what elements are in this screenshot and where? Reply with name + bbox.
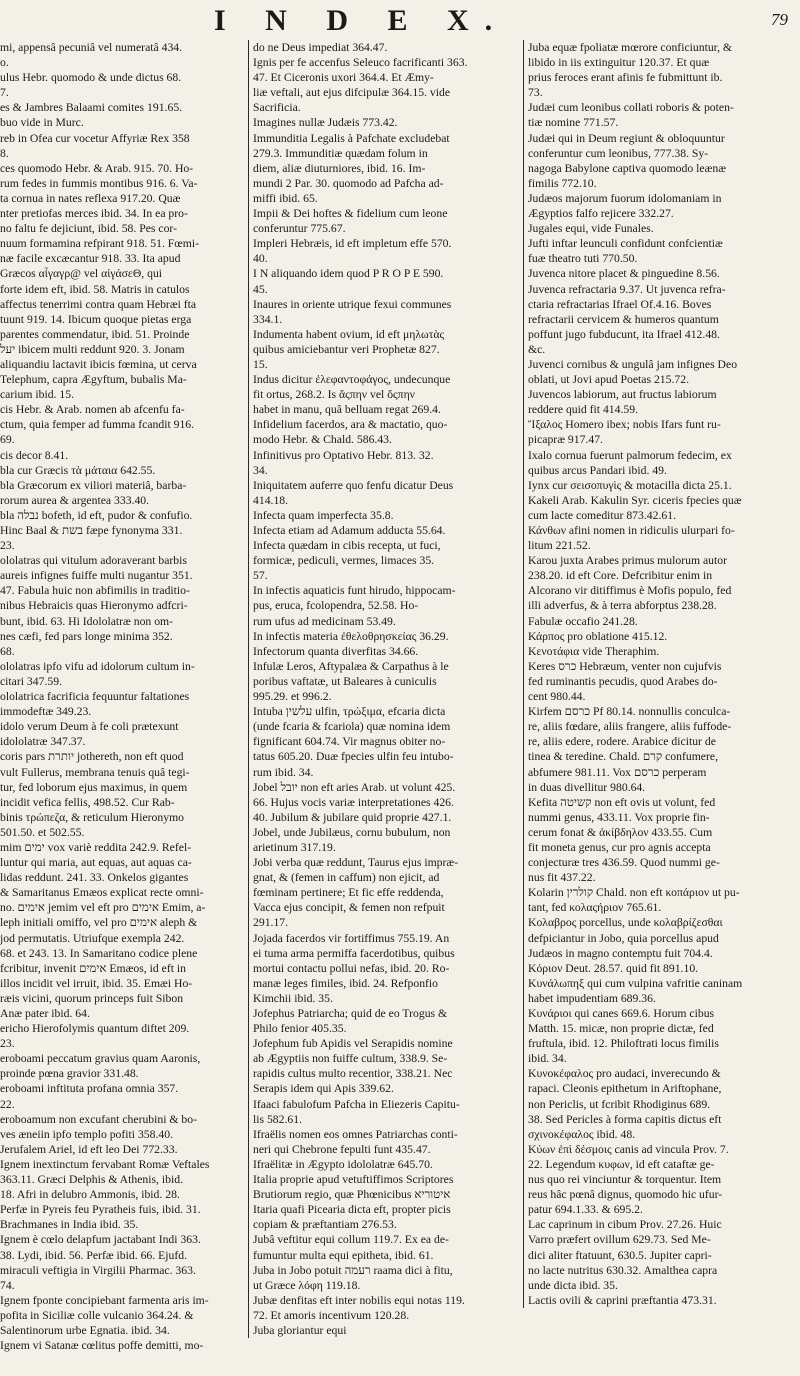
- index-entry-line: habet in manu, quâ belluam regat 269.4.: [253, 403, 441, 417]
- index-entry-line: Ifraëlis nomen eos omnes Patriarchas conti-: [253, 1127, 458, 1141]
- index-entry-line: Infectorum quanta diverfitas 34.66.: [253, 644, 419, 658]
- index-entry-line: Κόριον Deut. 28.57. quid fit 891.10.: [528, 961, 699, 975]
- index-entry-line: Hinc Baal & בשת fæpe fynonyma 331.: [0, 524, 183, 537]
- index-entry-line: 501.50. et 502.55.: [0, 825, 85, 839]
- index-entry-line: arietinum 317.19.: [253, 840, 336, 854]
- index-entry-line: 40. Jubilum & jubilare quid proprie 427.1.: [253, 810, 452, 824]
- index-entry-line: Vacca ejus concipit, & femen non refpuit: [253, 901, 445, 915]
- index-entry-line: Ignis per fe accenfus Seleuco facrificanti 363.: [253, 56, 468, 70]
- index-entry-line: Juba equæ fpoliatæ mœrore conficiuntur, &: [528, 41, 733, 54]
- page-header: [0, 0, 800, 40]
- index-entry-line: aureis infignes fuiffe multi nugantur 351.: [0, 569, 193, 583]
- index-entry-line: 40.: [253, 252, 268, 266]
- index-entry-line: Italia proprie apud vetuftiffimos Scriptores: [253, 1173, 454, 1187]
- index-entry-line: es & Jambres Balaami comites 191.65.: [0, 101, 183, 115]
- index-entry-line: Ignem fponte concipiebant farmenta aris im-: [0, 1293, 209, 1307]
- index-entry-line: Lactis ovili & caprini præftantia 473.31.: [528, 1293, 717, 1307]
- index-entry-line: rum fedes in fummis montibus 916. 6. Va-: [0, 176, 198, 190]
- index-entry-line: buo vide in Murc.: [0, 116, 84, 130]
- index-entry-line: formicæ, pediculi, vermes, limaces 35.: [253, 554, 435, 568]
- index-entry-line: Imagines nullæ Judæis 773.42.: [253, 116, 398, 130]
- index-entry-line: Indumenta habent ovium, id eft μηλωτὰς: [253, 327, 445, 341]
- index-entry-line: jod permutatis. Utriufque exempla 242.: [0, 931, 185, 945]
- index-entry-line: fimilis 772.10.: [528, 176, 597, 190]
- index-entry-line: Κάρπος pro oblatione 415.12.: [528, 629, 668, 643]
- index-entry-line: 334.1.: [253, 312, 283, 326]
- index-entry-line: 57.: [253, 569, 268, 583]
- index-entry-line: prius feroces erant afinis fe fubmittunt ib.: [528, 71, 723, 85]
- index-entry-line: nuum formamina refpirant 918. 51. Fœmi-: [0, 237, 199, 251]
- index-entry-line: cerum fonat & ἀκίβδηλον 433.55. Cum: [528, 825, 713, 839]
- index-entry-line: Κύων ἐπὶ δέσμοις canis ad vincula Prov. 7.: [528, 1142, 729, 1156]
- index-entry-line: Inaures in oriente utrique fexui communes: [253, 297, 452, 311]
- index-entry-line: (unde fcaria & fcariola) quæ nomina idem: [253, 720, 451, 734]
- index-entry-line: יעל ibicem multi reddunt 920. 3. Jonam: [0, 342, 185, 356]
- index-entry-line: Ixalo cornua fuerunt palmorum fedecim, ex: [528, 448, 732, 462]
- index-entry-line: lidas reddunt. 241. 33. Onkelos gigantes: [0, 871, 189, 885]
- index-entry-line: illi adverfus, & à terra abforptus 238.28.: [528, 599, 717, 613]
- index-entry-line: Jufti inftar leunculi confidunt confcientiæ: [528, 237, 723, 251]
- index-entry-line: re, aliis edere, rodere. Arabice dicitur de: [528, 735, 716, 749]
- index-entry-line: proinde pœna gravior 331.48.: [0, 1067, 139, 1081]
- index-entry-line: & Samaritanus Emæos explicat recte omni-: [0, 886, 204, 900]
- index-entry-line: Κυνοκέφαλος pro audaci, inverecundo &: [528, 1067, 721, 1081]
- index-entry-line: ibid. 34.: [528, 1052, 567, 1066]
- index-entry-line: Brutiorum regio, quæ Phœnicibus איטוריא: [253, 1188, 451, 1202]
- index-entry-line: Judæos in magno contemptu fuit 704.4.: [528, 946, 713, 960]
- index-entry-line: Matth. 15. micæ, non proprie dictæ, fed: [528, 1022, 714, 1036]
- index-entry-line: no faltu fe dejiciunt, ibid. 58. Pes cor-: [0, 222, 177, 236]
- index-entry-line: Ægyptios falfo rejicere 332.27.: [528, 207, 674, 221]
- index-entry-line: fcribitur, invenit אימים Emæos, id eft in: [0, 961, 186, 975]
- index-entry-line: Jubâ veftitur equi collum 119.7. Ex ea de-: [253, 1233, 449, 1247]
- index-entry-line: carium ibid. 15.: [0, 388, 75, 402]
- index-entry-line: nummi genus, 433.11. Vox proprie fin-: [528, 810, 710, 824]
- index-title: I N D E X.: [214, 4, 509, 37]
- index-entry-line: Κυνάλωπηξ qui cum vulpina vafritie caninam: [528, 976, 743, 990]
- index-entry-line: manæ leges fimiles, ibid. 24. Refponfio: [253, 976, 439, 990]
- index-entry-line: eroboami inftituta profana omnia 357.: [0, 1082, 179, 1096]
- index-column-left: [0, 40, 238, 1353]
- index-entry-line: Jofephum fub Apidis vel Serapidis nomine: [253, 1037, 453, 1051]
- index-entry-line: Jerufalem Ariel, id eft leo Dei 772.33.: [0, 1142, 178, 1156]
- page-number: 79: [771, 10, 788, 29]
- index-entry-line: fœminam pertinere; Et fic effe reddenda,: [253, 886, 444, 900]
- index-entry-line: lis 582.61.: [253, 1112, 303, 1126]
- index-entry-line: reus hâc pœnâ dignus, quomodo hic ufur-: [528, 1188, 723, 1202]
- index-entry-line: oblati, ut Jovi apud Poetas 215.72.: [528, 373, 690, 387]
- index-entry-line: neri qui Chebrone fepulti funt 435.47.: [253, 1142, 431, 1156]
- index-entry-line: patur 694.1.33. & 695.2.: [528, 1203, 643, 1217]
- index-entry-line: poribus vaftatæ, ut Baleares à cuniculis: [253, 674, 437, 688]
- index-entry-line: Ifaaci fabulofum Pafcha in Eliezeris Capitu-: [253, 1097, 460, 1111]
- index-column-middle: [248, 40, 521, 1338]
- index-entry-line: Ignem vi Satanæ cœlitus poffe demitti, mo-: [0, 1339, 204, 1353]
- index-entry-line: non Periclis, ut fcribit Rhodiginus 689.: [528, 1097, 711, 1111]
- index-entry-line: tiæ nomine 771.57.: [528, 116, 619, 130]
- index-entry-line: Impii & Dei hoftes & fidelium cum leone: [253, 207, 448, 221]
- index-entry-line: Intuba עלשין ulfin, τρώξιμα, efcaria dicta: [253, 705, 446, 719]
- index-entry-line: Philo fenior 405.35.: [253, 1022, 347, 1036]
- index-entry-line: fit ortus, 268.2. Is ἄςπην vel ὄςπην: [253, 388, 415, 402]
- index-entry-line: bla cur Græcis τὰ μάταια 642.55.: [0, 463, 156, 477]
- index-entry-line: 68. et 243. 13. In Samaritano codice plene: [0, 946, 198, 960]
- index-entry-line: Juvenca refractaria 9.37. Ut juvenca refra-: [528, 282, 726, 296]
- index-entry-line: mortui contactu pollui nefas, ibid. 20. Ro-: [253, 961, 450, 975]
- index-entry-line: conferuntur cum leonibus, 777.38. Sy-: [528, 146, 709, 160]
- index-entry-line: eroboami peccatum gravius quam Aaronis,: [0, 1052, 201, 1066]
- index-entry-line: pofita in Siciliæ colle vulcanio 364.24. &: [0, 1308, 194, 1322]
- index-entry-line: 23.: [0, 1037, 15, 1051]
- index-entry-line: Ignem inextinctum fervabant Romæ Veftales: [0, 1157, 210, 1171]
- index-entry-line: nus fit 437.22.: [528, 871, 596, 885]
- index-entry-line: ves æneiin ipfo templo pofiti 358.40.: [0, 1127, 174, 1141]
- index-entry-line: reddere quid fit 414.59.: [528, 403, 639, 417]
- index-entry-line: Lac caprinum in cibum Prov. 27.26. Huic: [528, 1218, 722, 1232]
- index-entry-line: 279.3. Immunditiæ quædam folum in: [253, 146, 428, 160]
- index-entry-line: tatus 605.20. Duæ fpecies ulfin feu intubo-: [253, 750, 454, 764]
- index-entry-line: Kakeli Arab. Kakulin Syr. ciceris fpecies quæ: [528, 493, 742, 507]
- index-entry-line: in duas divellitur 980.64.: [528, 780, 646, 794]
- index-entry-line: 47. Et Ciceronis uxori 364.4. Et Æmy-: [253, 71, 434, 85]
- index-entry-line: mundi 2 Par. 30. quomodo ad Pafcha ad-: [253, 176, 444, 190]
- index-entry-line: Iynx cur σεισοπυγὶς & motacilla dicta 25.1.: [528, 478, 732, 492]
- index-entry-line: In infectis materia ἐθελοθρησκείας 36.29.: [253, 629, 449, 643]
- index-entry-line: Jobel, unde Jubilæus, cornu bubulum, non: [253, 825, 451, 839]
- index-entry-line: Jobi verba quæ reddunt, Taurus ejus impræ-: [253, 856, 459, 870]
- index-entry-line: binis τρώπεζα, & reticulum Hieronymo: [0, 810, 185, 824]
- index-entry-line: 238.20. id eft Core. Defcribitur enim in: [528, 569, 713, 583]
- index-entry-line: aliquandiu lactavit ibicis fœmina, ut cerva: [0, 357, 197, 371]
- index-entry-line: Karou juxta Arabes primus mulorum autor: [528, 554, 727, 568]
- index-entry-line: ctaria refractarias Ifrael Of.4.16. Boves: [528, 297, 712, 311]
- index-entry-line: forte idem eft, ibid. 58. Matris in catulos: [0, 282, 190, 296]
- index-entry-line: ololatrica facrificia fequuntur faltationes: [0, 690, 190, 704]
- index-column-right: [523, 40, 800, 1308]
- index-entry-line: næ facile excæcantur 918. 33. Ita apud: [0, 252, 181, 266]
- index-entry-line: 68.: [0, 644, 15, 658]
- index-entry-line: Keres כרס Hebræum, venter non cujufvis: [528, 659, 722, 673]
- index-entry-line: Infidelium facerdos, ara & mactatio, quo-: [253, 418, 448, 432]
- index-entry-line: quibus amiciebantur veri Prophetæ 827.: [253, 342, 440, 356]
- index-entry-line: σχινοκέφαλος ibid. 48.: [528, 1127, 636, 1141]
- index-entry-line: rum ibid. 34.: [253, 765, 314, 779]
- index-entry-line: cis decor 8.41.: [0, 448, 69, 462]
- index-entry-line: 66. Hujus vocis variæ interpretationes 426.: [253, 795, 454, 809]
- index-entry-line: Salentinorum urbe Egnatia. ibid. 34.: [0, 1323, 170, 1337]
- index-entry-line: Anæ pater ibid. 64.: [0, 1007, 90, 1020]
- index-entry-line: Itaria quafi Picearia dicta eft, propter picis: [253, 1203, 451, 1217]
- index-entry-line: fruftula, ibid. 12. Philoftrati locus fimilis: [528, 1037, 719, 1051]
- index-entry-line: citari 347.59.: [0, 674, 62, 688]
- index-entry-line: reb in Ofea cur vocetur Affyriæ Rex 358: [0, 131, 190, 145]
- index-entry-line: Jojada facerdos vir fortiffimus 755.19. An: [253, 931, 450, 945]
- index-entry-line: 72. Et amoris incentivum 120.28.: [253, 1308, 410, 1322]
- index-entry-line: tur, fed loborum ejus maximus, in quem: [0, 780, 188, 794]
- index-entry-line: 8.: [0, 146, 9, 160]
- index-entry-line: dici aliter ftatuunt, 630.5. Jupiter capri-: [528, 1248, 712, 1262]
- index-entry-line: immodeftæ 349.23.: [0, 705, 92, 719]
- index-entry-line: habet impudentiam 689.36.: [528, 991, 656, 1005]
- index-entry-line: cum lacte comeditur 873.42.61.: [528, 508, 676, 522]
- index-entry-line: Ignem è cœlo delapfum jactabant Indi 363.: [0, 1233, 201, 1247]
- index-entry-line: tuunt 919. 14. Ibicum quoque pietas erga: [0, 312, 192, 326]
- index-entry-line: In infectis aquaticis funt hirudo, hippocam-: [253, 584, 456, 598]
- index-entry-line: Telephum, capra Ægyftum, bubalis Ma-: [0, 373, 187, 387]
- index-entry-line: rapaci. Cleonis epithetum in Ariftophane,: [528, 1082, 722, 1096]
- index-entry-line: Kolarin קולרין Chald. non eft κοπάριον ut pu-: [528, 886, 740, 900]
- index-entry-line: copiam & præftantiam 276.53.: [253, 1218, 397, 1232]
- index-entry-line: Jobel יובל non eft aries Arab. ut volunt 425.: [253, 780, 456, 794]
- index-entry-line: o.: [0, 56, 9, 70]
- index-entry-line: Juvenca nitore placet & pinguedine 8.56.: [528, 267, 720, 281]
- index-entry-line: 74.: [0, 1278, 15, 1292]
- index-entry-line: Juba in Jobo potuit רעמה raama dici à fitu,: [253, 1263, 453, 1277]
- index-entry-line: ericho Hierofolymis quantum diftet 209.: [0, 1022, 190, 1036]
- index-entry-line: ab Ægyptiis non fuiffe cultum, 338.9. Se-: [253, 1052, 448, 1066]
- index-entry-line: bunt, ibid. 63. Hi Idololatræ non om-: [0, 614, 174, 628]
- index-entry-line: Brachmanes in India ibid. 35.: [0, 1218, 139, 1232]
- index-entry-line: Judæi cum leonibus collati roboris & poten-: [528, 101, 734, 115]
- index-entry-line: ut Græce λόφη 119.18.: [253, 1278, 361, 1292]
- index-entry-line: litum 221.52.: [528, 539, 591, 553]
- index-entry-line: 995.29. et 996.2.: [253, 690, 332, 704]
- index-entry-line: bla Græcorum ex viliori materiâ, barba-: [0, 478, 187, 492]
- index-entry-line: Κυνάριοι qui canes 669.6. Horum cibus: [528, 1007, 715, 1020]
- index-entry-line: miffi ibid. 65.: [253, 191, 318, 205]
- index-entry-line: bla נבלה bofeth, id eft, pudor & confufio.: [0, 508, 193, 522]
- index-entry-line: do ne Deus impediat 364.47.: [253, 41, 388, 54]
- index-entry-line: leph initiali omiffo, vel pro אימים aleph &: [0, 916, 198, 930]
- index-entry-line: fignificant 604.74. Vir magnus obiter no-: [253, 735, 446, 749]
- index-entry-line: 22. Legendum κυφων, id eft cataftæ ge-: [528, 1157, 715, 1171]
- index-entry-line: ces quomodo Hebr. & Arab. 915. 70. Ho-: [0, 161, 194, 175]
- index-entry-line: tant, fed κολαςήριον 765.61.: [528, 901, 662, 915]
- index-entry-line: nter pretiofas merces ibid. 34. In ea pro-: [0, 207, 188, 221]
- index-entry-line: liæ veftali, aut ejus difcipulæ 364.15. vide: [253, 86, 451, 100]
- index-entry-line: luntur qui maria, aut equas, aut aquas ca-: [0, 856, 192, 870]
- index-entry-line: Κάνθων afini nomen in ridiculis ulurpari fo-: [528, 524, 735, 537]
- index-entry-line: 38. Sed Pericles à forma capitis dictus eft: [528, 1112, 722, 1126]
- index-entry-line: Infinitivus pro Optativo Hebr. 813. 32.: [253, 448, 434, 462]
- index-entry-line: mi, appensâ pecuniâ vel numeratâ 434.: [0, 41, 183, 54]
- index-entry-line: 15.: [253, 357, 268, 371]
- index-entry-line: 22.: [0, 1097, 15, 1111]
- index-entry-line: Juba gloriantur equi: [253, 1323, 347, 1337]
- index-entry-line: 18. Afri in delubro Ammonis, ibid. 28.: [0, 1188, 180, 1202]
- index-entry-line: rum ufus ad medicinam 53.49.: [253, 614, 396, 628]
- index-entry-line: quibus arcus Pandari ibid. 49.: [528, 463, 667, 477]
- index-entry-line: Infecta etiam ad Adamum adducta 55.64.: [253, 524, 446, 537]
- index-entry-line: modo Hebr. & Chald. 586.43.: [253, 433, 392, 447]
- index-entry-line: ctum, quia femper ad fumma fcandit 916.: [0, 418, 195, 432]
- index-entry-line: coris pars יותרת jothereth, non eft quod: [0, 750, 184, 764]
- index-entry-line: Serapis idem qui Apis 339.62.: [253, 1082, 394, 1096]
- index-entry-line: ololatras ipfo vifu ad idolorum cultum in-: [0, 659, 195, 673]
- index-entry-line: cis Hebr. & Arab. nomen ab afcenfu fa-: [0, 403, 185, 417]
- index-entry-line: illos incidit vel irruit, ibid. 35. Emæi Ho-: [0, 976, 193, 990]
- index-entry-line: picapræ 917.47.: [528, 433, 603, 447]
- index-entry-line: refractarii cervicem & humeros quantum: [528, 312, 719, 326]
- index-entry-line: 363.11. Græci Delphis & Athenis, ibid.: [0, 1173, 183, 1187]
- index-entry-line: ta cornua in nates reflexa 917.20. Quæ: [0, 191, 181, 205]
- index-entry-line: conferuntur 775.67.: [253, 222, 346, 236]
- index-entry-line: Κολαβρος porcellus, unde κολαβρίζεσθαι: [528, 916, 723, 930]
- index-entry-line: mim ימים vox variè reddita 242.9. Refel-: [0, 840, 192, 854]
- index-entry-line: Kirfem כרסם Pf 80.14. nonnullis conculca-: [528, 705, 731, 719]
- index-entry-line: fed ruminantis pecudis, quod Arabes do-: [528, 674, 718, 688]
- index-entry-line: incidit vefica fellis, 498.52. Cur Rab-: [0, 795, 175, 809]
- index-entry-line: unde dicta ibid. 35.: [528, 1278, 618, 1292]
- index-entry-line: no. אימים jemim vel eft pro אימים Emim, a-: [0, 901, 206, 915]
- index-entry-line: Immunditia Legalis à Pafchate excludebat: [253, 131, 450, 145]
- index-entry-line: 291.17.: [253, 916, 289, 930]
- index-entry-line: rapidis cultus multo recentior, 338.21. Nec: [253, 1067, 453, 1081]
- index-entry-line: nes cæfi, fed pars longe minima 352.: [0, 629, 173, 643]
- index-entry-line: Alcorano vir ditiffimus è Mofis populo, fed: [528, 584, 732, 598]
- index-entry-line: ræis vicini, quorum princeps fuit Sibon: [0, 991, 184, 1005]
- index-entry-line: diem, aliæ diuturniores, ibid. 16. Im-: [253, 161, 426, 175]
- index-entry-line: 73.: [528, 86, 543, 100]
- index-entry-line: tinea & teredine. Chald. קרם confumere,: [528, 750, 718, 764]
- index-entry-line: Κενοτάφια vide Theraphim.: [528, 644, 660, 658]
- index-entry-line: fit moneta genus, cur pro agnis accepta: [528, 840, 711, 854]
- index-entry-line: idololatræ 347.37.: [0, 735, 86, 749]
- index-entry-line: defpiciantur in Jobo, quia porcellus apud: [528, 931, 719, 945]
- index-entry-line: Fabulæ occafio 241.28.: [528, 614, 638, 628]
- index-entry-line: Kefita קשיטה non eft ovis ut volunt, fed: [528, 795, 716, 809]
- index-entry-line: 23.: [0, 539, 15, 553]
- index-entry-line: Varro præfert ovillum 629.73. Sed Me-: [528, 1233, 711, 1247]
- index-entry-line: pus, eruca, fcolopendra, 52.58. Ho-: [253, 599, 419, 613]
- index-entry-line: rorum aurea & argentea 333.40.: [0, 493, 150, 507]
- index-entry-line: 47. Fabula huic non abfimilis in traditio-: [0, 584, 190, 598]
- index-entry-line: Judæi qui in Deum regiunt & obloquuntur: [528, 131, 725, 145]
- index-entry-line: eroboamum non excufant cherubini & bo-: [0, 1112, 198, 1126]
- index-entry-line: ei tuma arma permiffa facerdotibus, quibus: [253, 946, 455, 960]
- index-entry-line: Ifraëlitæ in Ægypto idololatræ 645.70.: [253, 1157, 433, 1171]
- index-entry-line: &c.: [528, 342, 546, 356]
- index-entry-line: I N aliquando idem quod P R O P E 590.: [253, 267, 444, 281]
- index-entry-line: Perfæ in Pyreis feu Pyratheis fuis, ibid. 31.: [0, 1203, 201, 1217]
- index-entry-line: Jubæ denfitas eft inter nobilis equi notas 119.: [253, 1293, 465, 1307]
- index-entry-line: fumuntur multa equi epitheta, ibid. 61.: [253, 1248, 434, 1262]
- index-entry-line: 414.18.: [253, 493, 289, 507]
- index-entry-line: 34.: [253, 463, 268, 477]
- index-entry-line: conjecturæ tres 436.59. Quod nummi ge-: [528, 856, 720, 870]
- index-entry-line: ulus Hebr. quomodo & unde dictus 68.: [0, 71, 182, 85]
- index-entry-line: Jugales equi, vide Funales.: [528, 222, 654, 236]
- index-entry-line: Juvencos labiorum, aut fructus labiorum: [528, 388, 717, 402]
- index-entry-line: cent 980.44.: [528, 690, 586, 704]
- index-entry-line: poffunt jugo fubducunt, ita Ifrael 412.48.: [528, 327, 720, 341]
- index-entry-line: 45.: [253, 282, 268, 296]
- index-entry-line: Indus dicitur ἐλεφαντοφάγος, undecunque: [253, 373, 451, 387]
- index-entry-line: Iniquitatem auferre quo fenfu dicatur Deus: [253, 478, 454, 492]
- index-entry-line: 38. Lydi, ibid. 56. Perfæ ibid. 66. Ejufd.: [0, 1248, 187, 1262]
- index-entry-line: idolo verum Deum à fe coli prætexunt: [0, 720, 179, 734]
- index-entry-line: Jofephus Patriarcha; quid de eo Trogus &: [253, 1007, 448, 1020]
- index-entry-line: nus quo rei vinciuntur & torquentur. Item: [528, 1173, 722, 1187]
- index-entry-line: Impleri Hebræis, id eft impletum effe 570.: [253, 237, 452, 251]
- index-entry-line: Infulæ Leros, Aftypalæa & Carpathus à le: [253, 659, 449, 673]
- index-entry-line: Sacrificia.: [253, 101, 301, 115]
- index-entry-line: Infecta quædam in cibis recepta, ut fuci,: [253, 539, 441, 553]
- index-entry-line: abfumere 981.11. Vox כרסם perperam: [528, 765, 707, 779]
- index-entry-line: gnat, & (femen in caffum) non ejicit, ad: [253, 871, 440, 885]
- index-entry-line: 69.: [0, 433, 15, 447]
- index-entry-line: parentes commendatur, ibid. 51. Proinde: [0, 327, 190, 341]
- index-entry-line: 7.: [0, 86, 9, 100]
- index-entry-line: no lacte nutritus 630.32. Amalthea capra: [528, 1263, 718, 1277]
- index-entry-line: Ἴξαλος Homero ibex; nobis Ifars funt ru-: [528, 418, 721, 432]
- index-entry-line: Kimchii ibid. 35.: [253, 991, 333, 1005]
- index-entry-line: affectus tenerrimi contra quam Hebræi fta: [0, 297, 197, 311]
- index-entry-line: fuæ theatro tuti 770.50.: [528, 252, 638, 266]
- index-entry-line: miraculi veftigia in Virgilii Pharmac. 363.: [0, 1263, 196, 1277]
- index-entry-line: vult Fullerus, membrana tenuis quâ tegi-: [0, 765, 190, 779]
- index-entry-line: nibus Hebraicis quas Hieronymo adfcri-: [0, 599, 188, 613]
- index-entry-line: nagoga Babylone captiva quomodo leænæ: [528, 161, 726, 175]
- index-entry-line: Græcos αἶγαγρ@ vel αἰγάσεΘ, qui: [0, 267, 163, 281]
- index-entry-line: Juvenci cornibus & ungulâ jam infignes Deo: [528, 357, 738, 371]
- index-entry-line: Judæos majorum fuorum idolomaniam in: [528, 191, 722, 205]
- index-entry-line: re, aliis fœdare, aliis frangere, aliis fuffode-: [528, 720, 732, 734]
- index-entry-line: Infecta quam imperfecta 35.8.: [253, 508, 394, 522]
- index-entry-line: libido in iis extinguitur 120.37. Et quæ: [528, 56, 710, 70]
- index-entry-line: ololatras qui vitulum adoraverant barbis: [0, 554, 187, 568]
